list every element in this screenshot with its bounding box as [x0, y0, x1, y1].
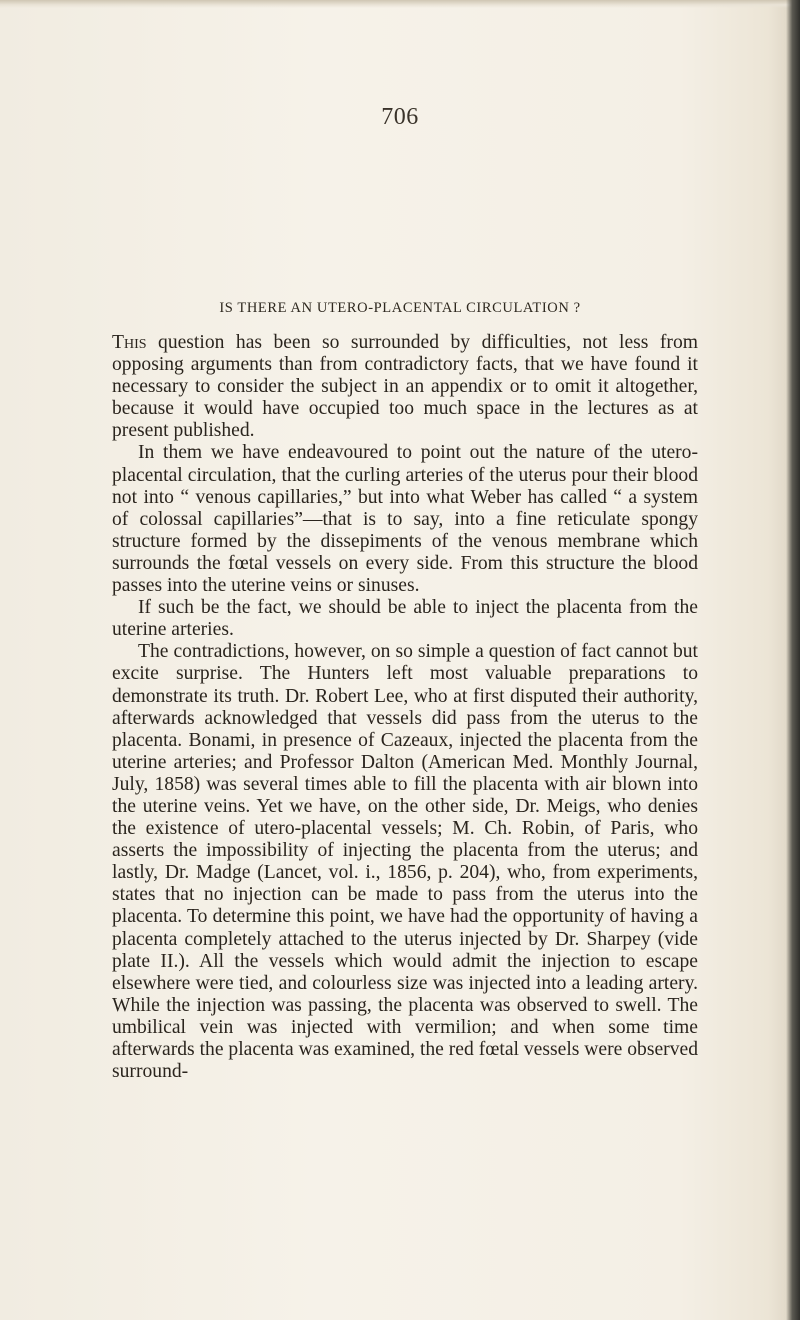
- paragraph-lead-word: This: [112, 332, 147, 353]
- section-heading: IS THERE AN UTERO-PLACENTAL CIRCULATION ?: [219, 300, 581, 316]
- paragraph-1-text: question has been so surrounded by difficulties, not less from opposing arguments than from contradictory facts, that we have found it necessary to consider the subject in an appendix or to omit it altogether, because it would have occupied too much space in the lectures as at present published.: [112, 332, 698, 442]
- paragraph-2: In them we have endeavoured to point out the nature of the utero-placental circulation, that the curling arteries of the uterus pour their blood not into “ venous capillaries,” but into what Weber has called “ a system of colossal capillaries”—that is to say, into a fine reticulate spongy structure formed by the dissepiments of the venous membrane which surrounds the fœtal vessels on every side. From this structure the blood passes into the uterine veins or sinuses.: [112, 442, 698, 597]
- paragraph-1: [112, 332, 698, 442]
- page-binding-edge: [786, 0, 800, 1320]
- paragraph-4: The contradictions, however, on so simple a question of fact cannot but excite surprise. The Hunters left most valuable preparations to demonstrate its truth. Dr. Robert Lee, who at first disputed their authority, afterwards acknowledged that vessels did pass from the uterus to the placenta. Bonami, in presence of Cazeaux, injected the placenta from the uterine arteries; and Professor Dalton (American Med. Monthly Journal, July, 1858) was several times able to fill the placenta with air blown into the uterine veins. Yet we have, on the other side, Dr. Meigs, who denies the existence of utero-placental vessels; M. Ch. Robin, of Paris, who asserts the impossibility of injecting the placenta from the uterus; and lastly, Dr. Madge (Lancet, vol. i., 1856, p. 204), who, from experiments, states that no injection can be made to pass from the uterus into the placenta. To determine this point, we have had the opportunity of having a placenta completely attached to the uterus injected by Dr. Sharpey (vide plate II.). All the vessels which would admit the injection to escape elsewhere were tied, and colourless size was injected into a leading artery. While the injection was passing, the placenta was observed to swell. The umbilical vein was injected with vermilion; and when some time afterwards the placenta was examined, the red fœtal vessels were observed surround-: [112, 641, 698, 1083]
- body-text: [112, 332, 698, 1083]
- paragraph-3: If such be the fact, we should be able to inject the placenta from the uterine arteries.: [112, 597, 698, 641]
- page-top-edge-shadow: [0, 0, 800, 8]
- page-number: 706: [381, 104, 419, 130]
